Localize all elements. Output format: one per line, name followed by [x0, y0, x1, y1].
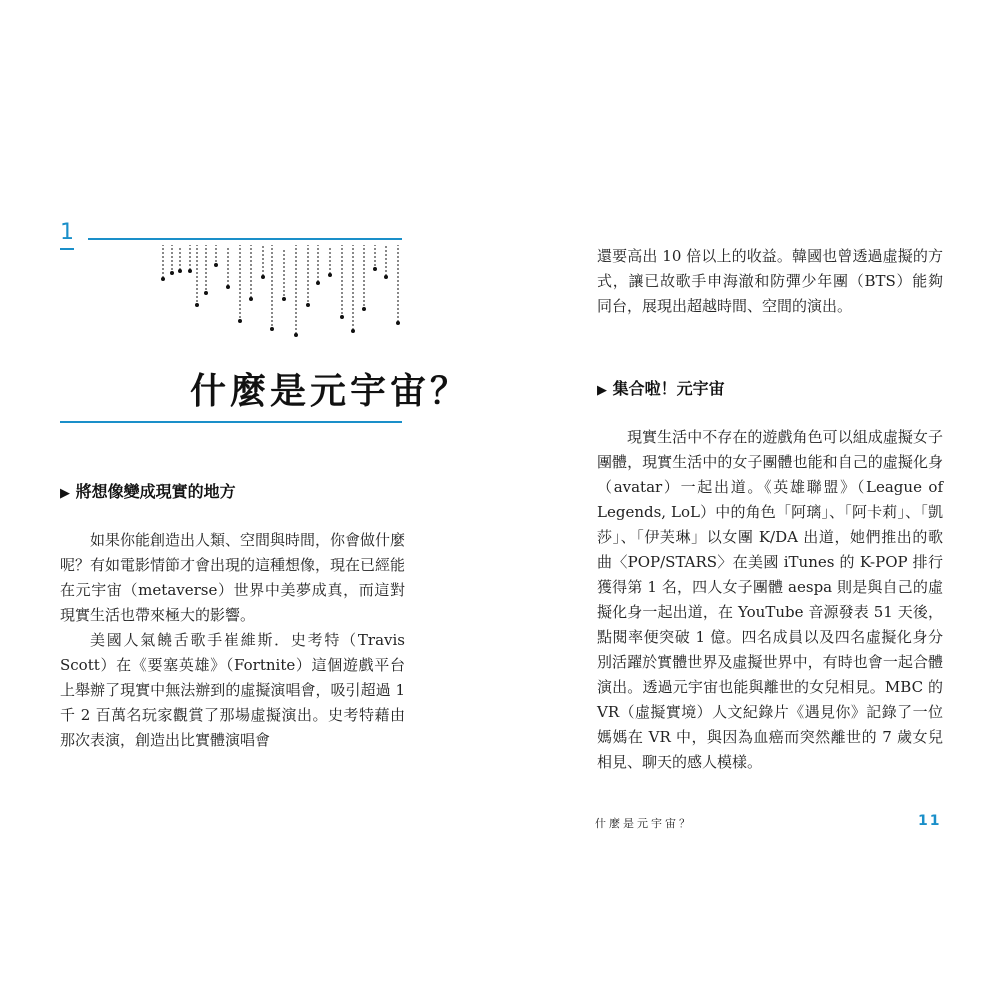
triangle-right-icon: ▶ — [597, 383, 607, 398]
chapter-title: 什麼是元宇宙？ — [190, 371, 471, 412]
chapter-bottom-rule — [60, 421, 402, 423]
continued-paragraph: 還要高出 10 倍以上的收益。韓國也曾透過虛擬的方式，讓已故歌手申海澈和防彈少年團（BTS）能夠同台，展現出超越時間、空間的演出。 — [597, 247, 943, 315]
running-footer-title: 什麼是元宇宙？ — [595, 817, 693, 830]
section-heading-text: 集合啦！元宇宙 — [612, 379, 725, 398]
section-heading-imagination — [60, 479, 236, 502]
paragraph: 現實生活中不存在的遊戲角色可以組成虛擬女子團體，現實生活中的女子團體也能和自己的虛擬化身（avatar）一起出道。《英雄聯盟》（League of Legends, LoL）中的角色「阿璃」、「阿卡莉」、「凱莎」、「伊芙琳」以女團 K/DA 出道，她們推出的歌曲〈POP/STARS〉在美國 iTunes 的 K-POP 排行獲得第 1 名，四人女子團體 aespa 則是與自己的虛擬化身一起出道，在 YouTube 音源發表 51 天後，點閱率便突破 1 億。四名成員以及四名虛擬化身分別活躍於實體世界及虛擬世界中，有時也會一起合體演出。透過元宇宙也能與離世的女兒相見。MBC 的 VR（虛擬實境）人文紀錄片《遇見你》記錄了一位媽媽在 VR 中，與因為血癌而突然離世的 7 歲女兒相見、聊天的感人模樣。 — [597, 428, 943, 771]
left-body-text — [60, 528, 405, 753]
paragraph: 如果你能創造出人類、空間與時間，你會做什麼呢？有如電影情節才會出現的這種想像，現在已經能在元宇宙（metaverse）世界中美夢成真，而這對現實生活也帶來極大的影響。 — [60, 531, 406, 624]
section-heading-gather — [597, 376, 725, 399]
dotted-rain-decoration — [150, 245, 410, 345]
chapter-number: 1 — [60, 220, 74, 245]
right-body-text-top — [597, 244, 943, 319]
triangle-right-icon: ▶ — [60, 486, 70, 501]
chapter-number-underline — [60, 248, 74, 250]
right-body-text — [597, 425, 943, 775]
chapter-top-rule — [88, 238, 402, 240]
paragraph: 美國人氣饒舌歌手崔維斯．史考特（Travis Scott）在《要塞英雄》（Fortnite）這個遊戲平台上舉辦了現實中無法辦到的虛擬演唱會，吸引超過 1 千 2 百萬名玩家觀賞了那場虛擬演出。史考特藉由那次表演，創造出比實體演唱會 — [60, 631, 405, 749]
page-number: 11 — [918, 813, 942, 829]
section-heading-text: 將想像變成現實的地方 — [75, 482, 236, 501]
